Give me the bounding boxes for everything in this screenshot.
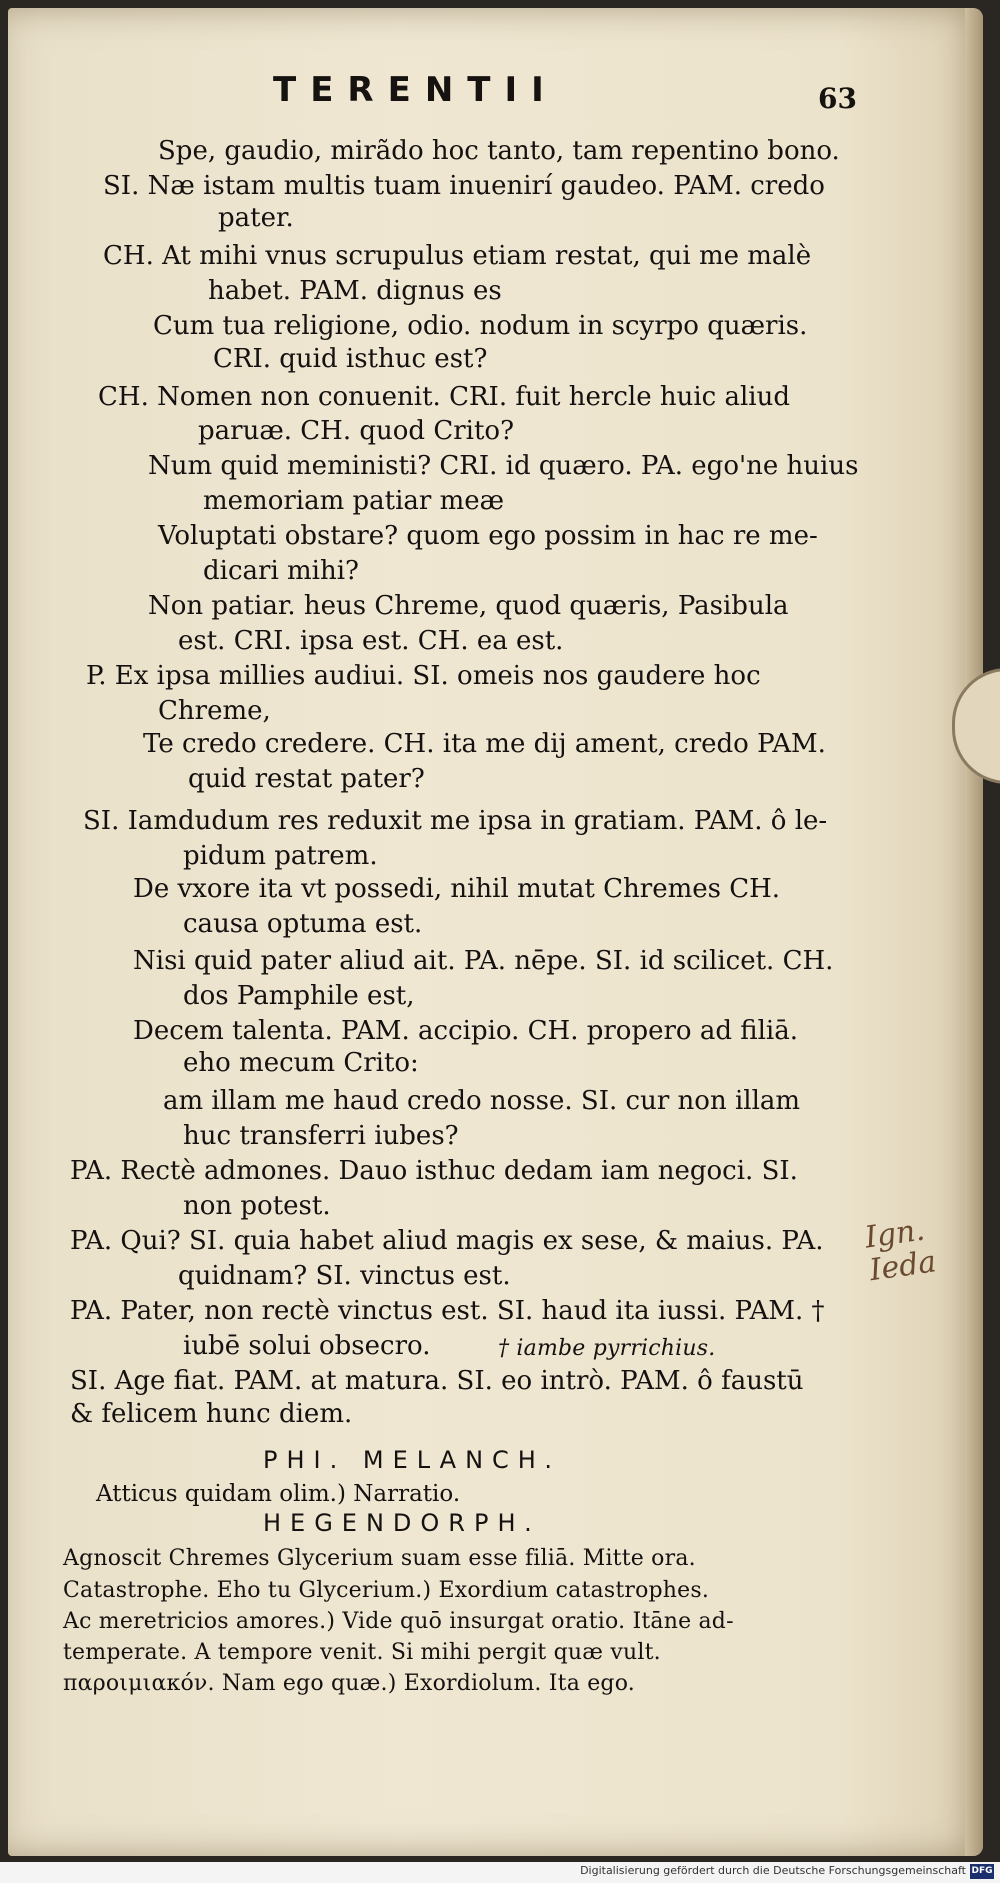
marginal-note: † iambe pyrrichius. [498,1336,716,1361]
book-page [8,8,983,1856]
text-line: CH. Nomen non conuenit. CRI. fuit hercle huic aliud [98,382,790,412]
text-line: am illam me haud credo nosse. SI. cur non illam [163,1086,801,1116]
commentary-line: Catastrophe. Eho tu Glycerium.) Exordium catastrophes. [63,1578,710,1603]
text-line: pidum patrem. [183,841,378,871]
text-line: Spe, gaudio, mirãdo hoc tanto, tam repentino bono. [158,136,840,166]
text-line: De vxore ita vt possedi, nihil mutat Chremes CH. [133,874,781,904]
commentary-line: Ac meretricios amores.) Vide quō insurgat oratio. Itāne ad- [63,1609,734,1634]
text-line: PA. Rectè admones. Dauo isthuc dedam iam negoci. SI. [70,1156,798,1186]
text-line: P. Ex ipsa millies audiui. SI. omeis nos gaudere hoc [86,661,761,691]
footer-bar [0,1862,1000,1883]
text-line: Nisi quid pater aliud ait. PA. nēpe. SI. id scilicet. CH. [133,946,834,976]
commentary-line: Atticus quidam olim.) Narratio. [96,1481,461,1507]
text-line: causa optuma est. [183,909,423,939]
text-line: memoriam patiar meæ [203,486,505,516]
text-line: quid restat pater? [188,764,425,794]
text-line: Cum tua religione, odio. nodum in scyrpo quæris. [153,311,808,341]
text-line: dicari mihi? [203,556,359,586]
text-line: SI. Age fiat. PAM. at matura. SI. eo intrò. PAM. ô faustū [70,1366,804,1396]
text-line: Decem talenta. PAM. accipio. CH. propero ad filiā. [133,1016,798,1046]
text-line: Voluptati obstare? quom ego possim in hac re me- [158,521,818,551]
commentary-line: temperate. A tempore venit. Si mihi pergit quæ vult. [63,1640,661,1665]
commentary-line: παροιμιακόν. Nam ego quæ.) Exordiolum. Ita ego. [63,1671,635,1696]
text-line: Chreme, [158,696,271,726]
dfg-logo: DFG [970,1864,994,1879]
text-line: & felicem hunc diem. [70,1399,353,1429]
commentary-line: Agnoscit Chremes Glycerium suam esse filiā. Mitte ora. [63,1546,696,1571]
text-line: iubē solui obsecro. [183,1331,431,1361]
text-line: CRI. quid isthuc est? [213,344,488,374]
text-line: Num quid meministi? CRI. id quæro. PA. ego'ne huius [148,451,859,481]
text-line: quidnam? SI. vinctus est. [178,1261,511,1291]
commentator-heading: PHI. MELANCH. [263,1446,562,1474]
text-line: SI. Næ istam multis tuam inuenirí gaudeo. PAM. credo [103,171,825,201]
page-number: 63 [818,82,857,115]
text-line: huc transferri iubes? [183,1121,459,1151]
text-line: paruæ. CH. quod Crito? [198,416,515,446]
text-line: Non patiar. heus Chreme, quod quæris, Pasibula [148,591,789,621]
text-line: non potest. [183,1191,331,1221]
text-line: Te credo credere. CH. ita me dij ament, credo PAM. [143,729,826,759]
commentator-heading: HEGENDORPH. [263,1509,541,1537]
handwritten-marginalia: Ign. Ieda [862,1212,939,1289]
text-line: CH. At mihi vnus scrupulus etiam restat, qui me malè [103,241,812,271]
text-line: eho mecum Crito: [183,1048,419,1078]
text-line: dos Pamphile est, [183,981,415,1011]
text-line: PA. Qui? SI. quia habet aliud magis ex sese, & maius. PA. [70,1226,824,1256]
text-line: est. CRI. ipsa est. CH. ea est. [178,626,564,656]
text-line: PA. Pater, non rectè vinctus est. SI. haud ita iussi. PAM. † [70,1296,825,1326]
text-line: habet. PAM. dignus es [208,276,502,306]
page-edge [965,8,983,1856]
thumb-tab [952,668,1000,784]
text-line: pater. [218,203,294,233]
text-line: SI. Iamdudum res reduxit me ipsa in gratiam. PAM. ô le- [83,806,828,836]
running-title: TERENTII [273,70,558,110]
footer-credit: Digitalisierung gefördert durch die Deutsche Forschungsgemeinschaft [580,1864,966,1877]
